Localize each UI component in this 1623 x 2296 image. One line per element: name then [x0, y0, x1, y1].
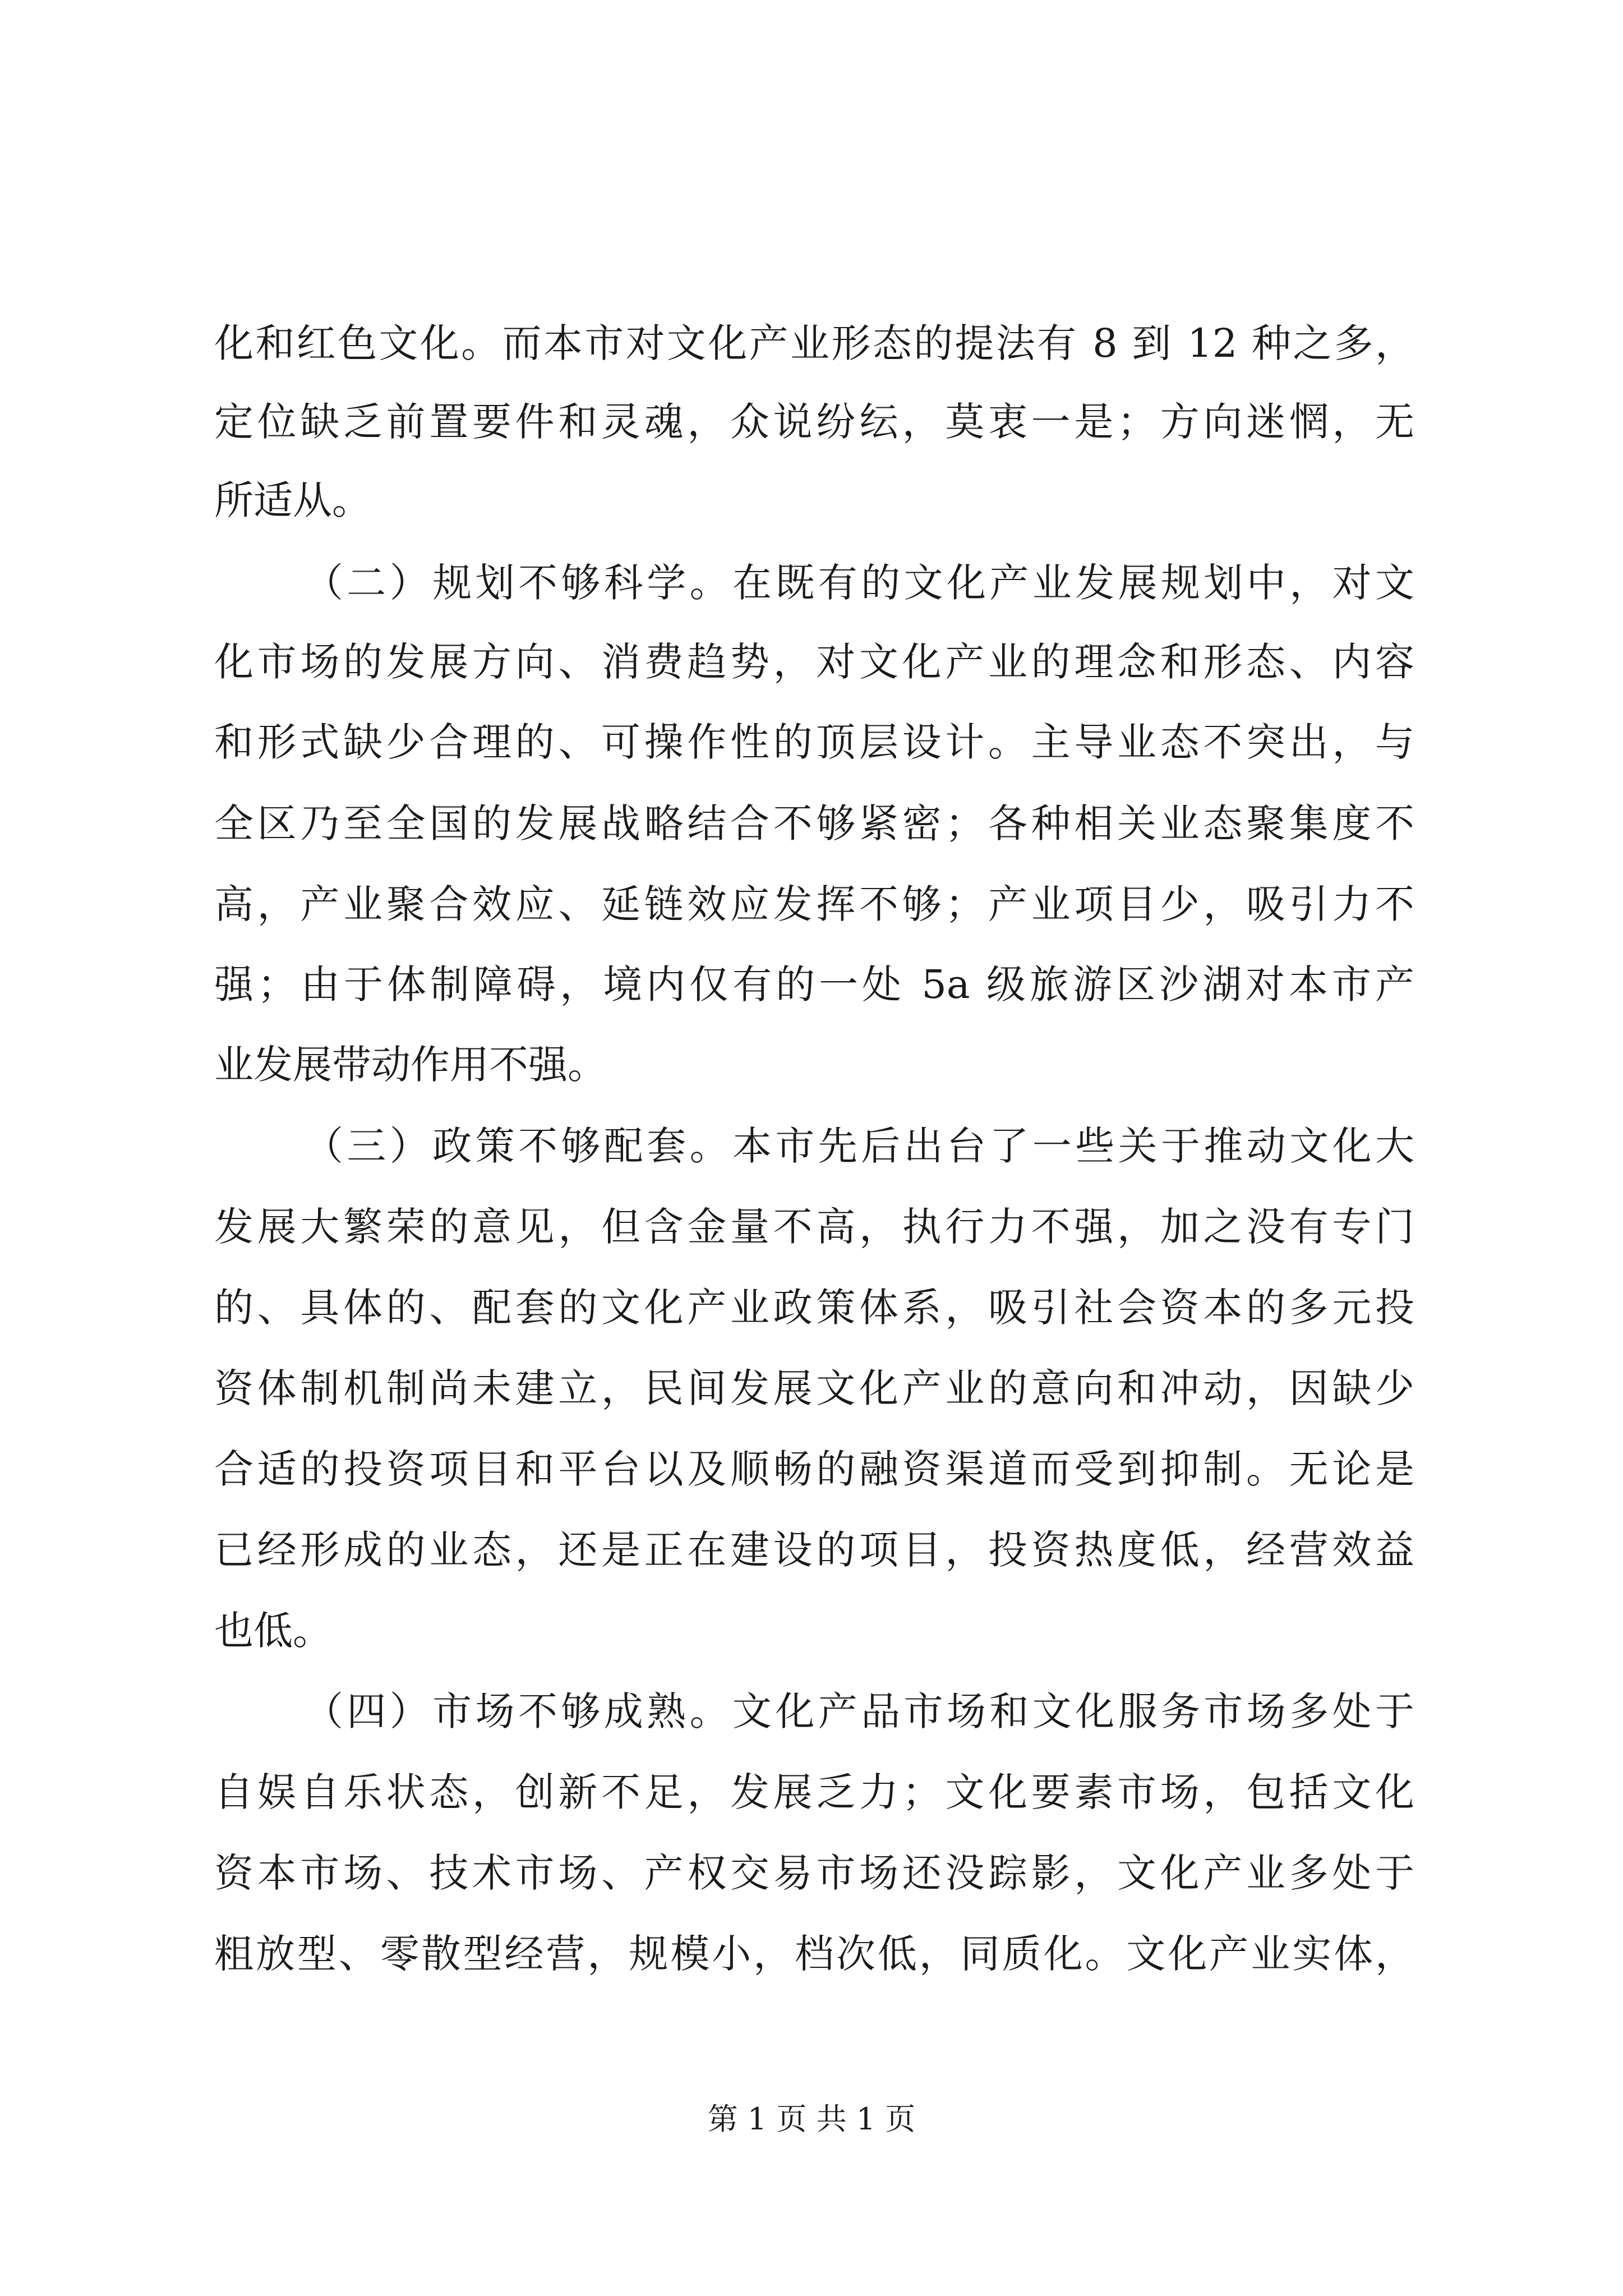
text-line: 所适从。 [214, 477, 371, 523]
text-line: 高，产业聚合效应、延链效应发挥不够；产业项目少，吸引力不 [214, 881, 1414, 927]
text-line: 资本市场、技术市场、产权交易市场还没踪影，文化产业多处于 [214, 1850, 1414, 1896]
text-line: 和形式缺少合理的、可操作性的顶层设计。主导业态不突出，与 [214, 719, 1414, 765]
text-line: 业发展带动作用不强。 [214, 1042, 607, 1088]
text-line: 的、具体的、配套的文化产业政策体系，吸引社会资本的多元投 [214, 1285, 1414, 1331]
text-line: 发展大繁荣的意见，但含金量不高，执行力不强，加之没有专门 [214, 1204, 1414, 1250]
text-line: 化市场的发展方向、消费趋势，对文化产业的理念和形态、内容 [214, 639, 1414, 685]
text-line: （二）规划不够科学。在既有的文化产业发展规划中，对文 [304, 560, 1414, 606]
text-line: 强；由于体制障碍，境内仅有的一处 5a 级旅游区沙湖对本市产 [214, 961, 1414, 1007]
text-line: 已经形成的业态，还是正在建设的项目，投资热度低，经营效益 [214, 1527, 1414, 1573]
text-line: 合适的投资项目和平台以及顺畅的融资渠道而受到抑制。无论是 [214, 1446, 1414, 1492]
text-line: 定位缺乏前置要件和灵魂，众说纷纭，莫衷一是；方向迷惘，无 [214, 399, 1414, 445]
text-line: 也低。 [214, 1608, 332, 1654]
text-line: （四）市场不够成熟。文化产品市场和文化服务市场多处于 [304, 1688, 1414, 1734]
text-line: （三）政策不够配套。本市先后出台了一些关于推动文化大 [304, 1123, 1414, 1169]
text-line: 全区乃至全国的发展战略结合不够紧密；各种相关业态聚集度不 [214, 800, 1414, 846]
text-line: 化和红色文化。而本市对文化产业形态的提法有 8 到 12 种之多， [214, 320, 1414, 366]
page-footer: 第 1 页 共 1 页 [707, 2101, 916, 2137]
text-line: 自娱自乐状态，创新不足，发展乏力；文化要素市场，包括文化 [214, 1769, 1414, 1815]
text-line: 粗放型、零散型经营，规模小，档次低，同质化。文化产业实体， [214, 1931, 1414, 1977]
text-line: 资体制机制尚未建立，民间发展文化产业的意向和冲动，因缺少 [214, 1365, 1414, 1411]
